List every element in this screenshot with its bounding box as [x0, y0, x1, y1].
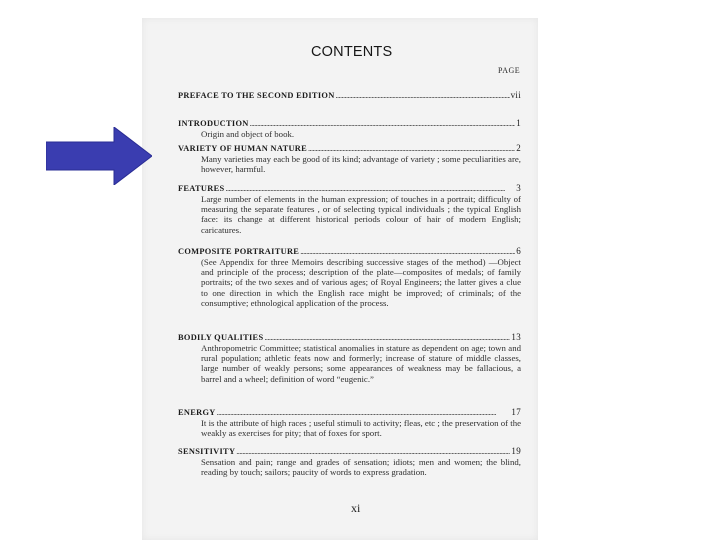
toc-description: Anthropometric Committee; statistical anomalies in stature as dependent on age; town and rural population; athletic feats now and formerly; increase of stature of middle classes, large number of weakly persons; some appearances of weakness may be fallacious, a barrel and a wheel; definition of word “eugenic.” [201, 343, 521, 384]
toc-heading-row [178, 90, 521, 101]
toc-page-number: vii [510, 90, 521, 100]
toc-heading-row [178, 143, 521, 154]
toc-entry-composite-portraiture [178, 246, 521, 308]
toc-heading-row [178, 332, 521, 343]
toc-heading: VARIETY OF HUMAN NATURE [178, 144, 308, 153]
leader-dots [217, 408, 511, 418]
toc-description: Large number of elements in the human expression; of touches in a portrait; difficulty of measuring the separate features , or of selecting typical individuals ; the typical English face: its change at different historical periods colour of hair of modern English; caricatures. [201, 194, 521, 235]
page-column-header: PAGE [498, 66, 521, 75]
toc-entry-bodily-qualities [178, 332, 521, 384]
toc-description: (See Appendix for three Memoirs describing successive stages of the method) —Object and principle of the process; description of the plate—composites of medals; of family portraits; of the two sexes and of various ages; of Royal Engineers; the latter gives a clue to one direction in which the English race might be improved; of criminals; of the consumptive; ethnological application of the process. [201, 257, 521, 308]
toc-description: Sensation and pain; range and grades of sensation; idiots; men and women; the blind, reading by touch; sailors; paucity of words to express gradation. [201, 457, 521, 478]
toc-page-number: 13 [511, 332, 521, 342]
toc-heading-row [178, 246, 521, 257]
toc-heading-row [178, 407, 521, 418]
toc-page-number: 19 [511, 446, 521, 456]
toc-entry-sensitivity [178, 446, 521, 477]
toc-page-number: 6 [516, 246, 521, 256]
toc-entry-energy [178, 407, 521, 438]
toc-page-number: 3 [516, 183, 521, 193]
toc-entry-introduction [178, 118, 521, 139]
toc-heading-row [178, 118, 521, 129]
toc-entry-preface [178, 90, 521, 101]
toc-heading-row [178, 183, 521, 194]
toc-page-number: 17 [511, 407, 521, 417]
toc-page-number: 2 [516, 143, 521, 153]
toc-heading: SENSITIVITY [178, 447, 236, 456]
toc-description: It is the attribute of high races ; useful stimuli to activity; fleas, etc ; the preservation of the weakly as exercises for pity; that of foxes for sport. [201, 418, 521, 439]
toc-heading-row [178, 446, 521, 457]
toc-heading: INTRODUCTION [178, 119, 249, 128]
toc-heading: PREFACE TO THE SECOND EDITION [178, 91, 335, 100]
leader-dots [308, 144, 515, 154]
leader-dots [336, 91, 510, 101]
leader-dots [300, 247, 515, 257]
leader-dots [264, 333, 510, 343]
toc-heading: COMPOSITE PORTRAITURE [178, 247, 300, 256]
leader-dots [250, 119, 516, 129]
toc-description: Origin and object of book. [201, 129, 295, 139]
toc-page-number: 1 [516, 118, 521, 128]
toc-heading: BODILY QUALITIES [178, 333, 264, 342]
toc-description: Many varieties may each be good of its kind; advantage of variety ; some peculiarities are, however, harmful. [201, 154, 521, 175]
toc-heading: ENERGY [178, 408, 216, 417]
page-title: CONTENTS [311, 44, 393, 60]
toc-entry-features [178, 183, 521, 235]
footer-page-number: xi [351, 501, 361, 515]
leader-dots [236, 447, 510, 457]
toc-entry-variety [178, 143, 521, 174]
right-arrow-icon [46, 127, 152, 185]
leader-dots [225, 184, 515, 194]
toc-heading: FEATURES [178, 184, 225, 193]
